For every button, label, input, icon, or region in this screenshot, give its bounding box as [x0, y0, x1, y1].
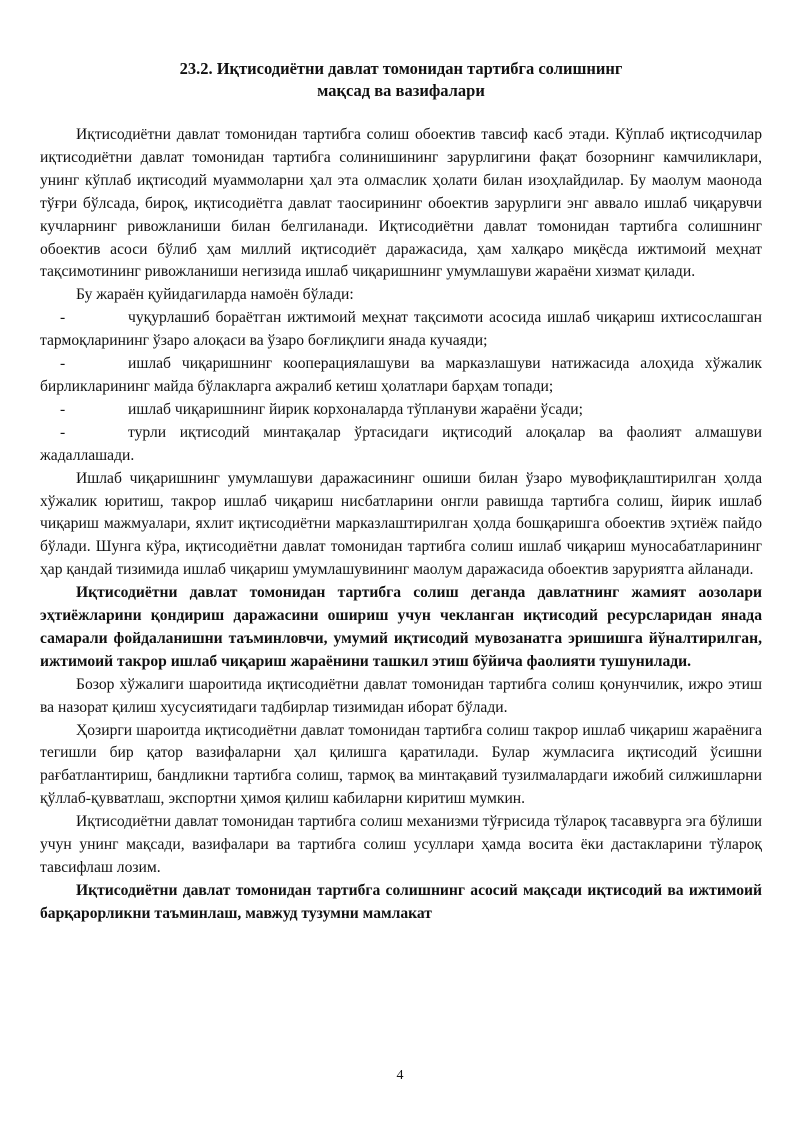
section-title-line-2: мақсад ва вазифалари	[317, 81, 485, 100]
section-title-line-1: 23.2. Иқтисодиётни давлат томонидан тартибга солишнинг	[179, 59, 623, 78]
bullet-text: ишлаб чиқаришнинг йирик корхоналарда тўплануви жараёни ўсади;	[128, 400, 583, 418]
paragraph: Иқтисодиётни давлат томонидан тартибга солиш обоектив тавсиф касб этади. Кўплаб иқтисодчилар иқтисодиётни давлат томонидан тартибга солинишининг зарурлигини фақат бозорнинг камчиликлари, унинг кўплаб иқтисодий муаммоларни ҳал эта олмаслик ҳолати билан изоҳлайдилар. Бу маолум маонода тўғри бўлсада, бироқ, иқтисодиётга давлат таосирининг обоектив зарурлиги энг аввало ишлаб чиқарувчи кучларнинг ривожланиши билан белгиланади. Иқтисодиётни давлат томонидан тартибга солишнинг обоектив асоси бўлиб ҳам миллий иқтисодиёт даражасида, ҳам халқаро миқёсда ижтимоий меҳнат тақсимотининг ривожланиши негизида ишлаб чиқаришнинг умумлашуви жараёни хизмат қилади.	[40, 126, 762, 281]
bullet-item	[40, 307, 762, 353]
bullet-item	[40, 422, 762, 468]
paragraph: Бозор хўжалиги шароитида иқтисодиётни давлат томонидан тартибга солиш қонунчилик, ижро этиш ва назорат қилиш хусусиятидаги тадбирлар тизимидан иборат бўлади.	[40, 675, 762, 716]
bullet-text: чуқурлашиб бораётган ижтимоий меҳнат тақсимоти асосида ишлаб чиқариш ихтисослашган тармоқларининг ўзаро алоқаси ва ўзаро боғлиқлиги янада кучаяди;	[40, 309, 762, 350]
page-number: 4	[396, 1068, 404, 1083]
section-title	[40, 58, 762, 102]
document-page	[40, 58, 762, 926]
bullet-text: ишлаб чиқаришнинг кооперациялашуви ва марказлашуви натижасида алоҳида хўжалик бирликларининг майда бўлакларга ажралиб кетиш ҳолатлари барҳам топади;	[40, 355, 762, 395]
paragraph: Бу жараён қуйидагиларда намоён бўлади:	[76, 286, 354, 304]
paragraph: Ишлаб чиқаришнинг умумлашуви даражасининг ошиши билан ўзаро мувофиқлаштирилган ҳолда хўжалик юритиш, такрор ишлаб чиқариш нисбатларини онгли равишда тартибга солиш, йирик ишлаб чиқариш мажмуалари, яхлит иқтисодиётни марказлаштирилган ҳолда бошқаришга обоектив эҳтиёж пайдо бўлади. Шунга кўра, иқтисодиётни давлат томонидан тартибга солиш ишлаб чиқариш муносабатларининг ҳар қандай тизимида ишлаб чиқариш умумлашувининг маолум даражасида обоектив заруриятга айланади.	[40, 469, 762, 579]
bullet-text: турли иқтисодий минтақалар ўртасидаги иқтисодий алоқалар ва фаолият алмашуви жадаллашади.	[40, 423, 762, 464]
bold-paragraph: Иқтисодиётни давлат томонидан тартибга солиш деганда давлатнинг жамият аозолари эҳтиёжларини қондириш даражасини ошириш учун чекланган иқтисодий ресурсларидан янада самарали фойдаланишни таъминловчи, умумий иқтисодий мувозанатга эришишга йўналтирилган, ижтимоий такрор ишлаб чиқариш жараёнини ташкил этиш бўйича фаолияти тушунилади.	[40, 584, 762, 670]
bold-paragraph: Иқтисодиётни давлат томонидан тартибга солишнинг асосий мақсади иқтисодий ва ижтимоий барқарорликни таъминлаш, мавжуд тузумни мамлакат	[40, 881, 762, 922]
bullet-item	[40, 399, 762, 422]
paragraph: Ҳозирги шароитда иқтисодиётни давлат томонидан тартибга солиш такрор ишлаб чиқариш жараёнига тегишли бир қатор вазифаларни ҳал қилишга қаратилади. Булар жумласига иқтисодий ўсишни рағбатлантириш, бандликни тартибга солиш, тармоқ ва минтақавий тузилмалардаги ижобий силжишларни қўллаб-қувватлаш, экспортни ҳимоя қилиш кабиларни киритиш мумкин.	[40, 721, 762, 808]
bullet-dash: -	[60, 355, 66, 373]
bullet-dash: -	[60, 400, 66, 418]
bullet-dash: -	[60, 423, 66, 441]
bullet-item	[40, 353, 762, 399]
document-body	[40, 124, 762, 926]
paragraph: Иқтисодиётни давлат томонидан тартибга солиш механизми тўғрисида тўлароқ тасаввурга эга бўлиши учун унинг мақсади, вазифалари ва тартибга солиш усуллари ҳамда восита ёки дастакларини тўлароқ тавсифлаш лозим.	[40, 813, 762, 876]
bullet-dash: -	[60, 309, 66, 327]
